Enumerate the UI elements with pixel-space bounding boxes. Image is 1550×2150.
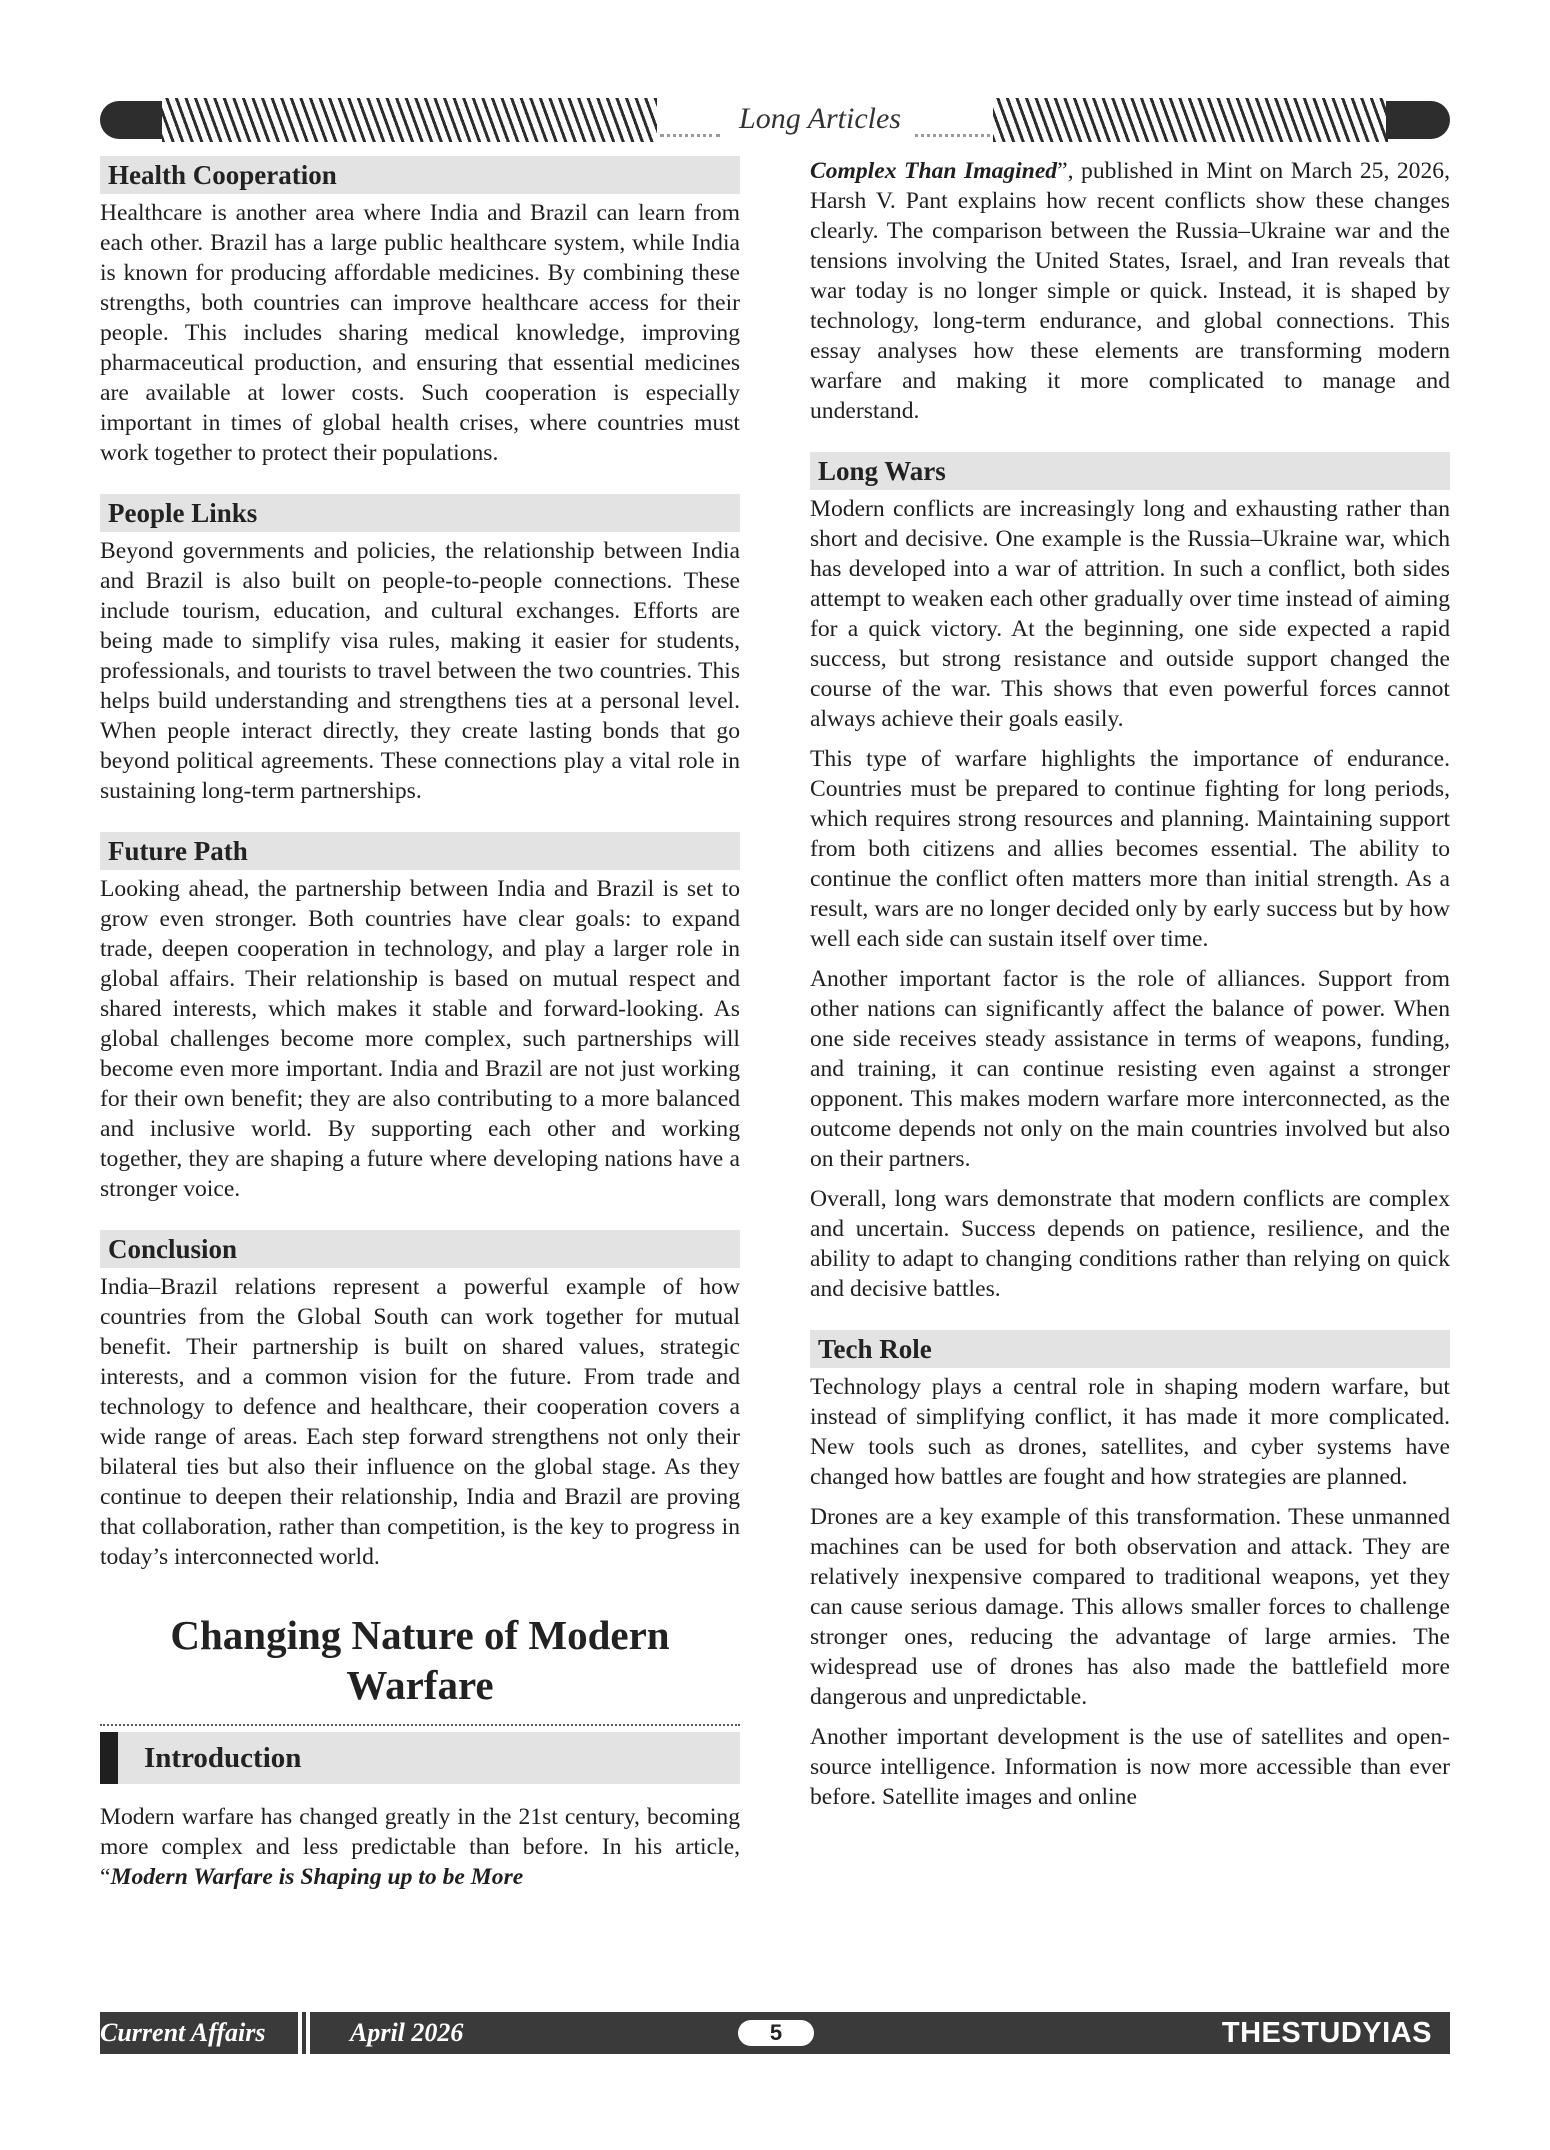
header-left-cap bbox=[100, 101, 164, 139]
paragraph-intro-continued bbox=[810, 156, 1450, 426]
heading-health-cooperation: Health Cooperation bbox=[100, 156, 740, 194]
right-column bbox=[810, 156, 1450, 1822]
article-title: Changing Nature of Modern Warfare bbox=[170, 1612, 670, 1708]
header-right-hatch bbox=[993, 98, 1388, 142]
article-reference-title: Modern Warfare is Shaping up to be More bbox=[110, 1864, 524, 1890]
paragraph: Drones are a key example of this transformation. These unmanned machines can be used for both observation and attack. They are relatively inexpensive compared to traditional weapons, yet they can cause serious damage. This allows smaller forces to challenge stronger ones, reducing the advantage of large armies. The widespread use of drones has also made the battlefield more dangerous and unpredictable. bbox=[810, 1504, 1450, 1710]
heading-people-links: People Links bbox=[100, 494, 740, 532]
header-right-cap bbox=[1386, 101, 1450, 139]
paragraph: This type of warfare highlights the importance of endurance. Countries must be prepared to continue fighting for long periods, which requires strong resources and planning. Maintaining support from both citizens and allies becomes essential. The ability to continue the conflict often matters more than initial strength. As a result, wars are no longer decided only by early success but by how well each side can sustain itself over time. bbox=[810, 746, 1450, 952]
dotted-divider bbox=[100, 1724, 740, 1726]
footer-separator bbox=[298, 2012, 302, 2054]
heading-introduction: Introduction bbox=[100, 1732, 740, 1784]
page-number: 5 bbox=[738, 2020, 814, 2046]
heading-long-wars: Long Wars bbox=[810, 452, 1450, 490]
paragraph: Another important factor is the role of alliances. Support from other nations can significantly affect the balance of power. When one side receives steady assistance in terms of weapons, funding, and training, it can continue resisting even against a stronger opponent. This makes modern warfare more interconnected, as the outcome depends not only on the main countries involved but also on their partners. bbox=[810, 966, 1450, 1172]
left-column bbox=[100, 156, 740, 1902]
footer-separator bbox=[306, 2012, 310, 2054]
header-right-dots bbox=[915, 134, 990, 137]
header-left-hatch bbox=[162, 98, 657, 142]
paragraph: Technology plays a central role in shaping modern warfare, but instead of simplifying conflict, it has made it more complicated. New tools such as drones, satellites, and cyber systems have changed how battles are fought and how strategies are planned. bbox=[810, 1374, 1450, 1490]
paragraph: Looking ahead, the partnership between India and Brazil is set to grow even stronger. Both countries have clear goals: to expand trade, deepen cooperation in technology, and play a larger role in global affairs. Their relationship is based on mutual respect and shared interests, which makes it stable and forward-looking. As global challenges become more complex, such partnerships will become even more important. India and Brazil are not just working for their own benefit; they are also contributing to a more balanced and inclusive world. By supporting each other and working together, they are shaping a future where developing nations have a stronger voice. bbox=[100, 876, 740, 1202]
page-footer bbox=[100, 2012, 1450, 2054]
magazine-name: Current Affairs bbox=[100, 2018, 266, 2047]
brand-logo: THESTUDYIAS bbox=[1221, 2017, 1432, 2049]
paragraph: Beyond governments and policies, the relationship between India and Brazil is also built on people-to-people connections. These include tourism, education, and cultural exchanges. Efforts are being made to simplify visa rules, making it easier for students, professionals, and tourists to travel between the two countries. This helps build understanding and strengthens ties at a personal level. When people interact directly, they create lasting bonds that go beyond political agreements. These connections play a vital role in sustaining long-term partnerships. bbox=[100, 538, 740, 804]
paragraph-intro bbox=[100, 1802, 740, 1892]
issue-date: April 2026 bbox=[350, 2018, 464, 2047]
intro-continued-text: ”, published in Mint on March 25, 2026, Harsh V. Pant explains how recent conflicts show these changes clearly. The comparison between the Russia–Ukraine war and the tensions involving the United States, Israel, and Iran reveals that war today is no longer simple or quick. Instead, it is shaped by technology, long-term endurance, and global connections. This essay analyses how these elements are transforming modern warfare and making it more complicated to manage and understand. bbox=[810, 158, 1450, 424]
paragraph: Overall, long wars demonstrate that modern conflicts are complex and uncertain. Success depends on patience, resilience, and the ability to adapt to changing conditions rather than relying on quick and decisive battles. bbox=[810, 1186, 1450, 1302]
paragraph: India–Brazil relations represent a powerful example of how countries from the Global South can work together for mutual benefit. Their partnership is built on shared values, strategic interests, and a common vision for the future. From trade and technology to defence and healthcare, their cooperation covers a wide range of areas. Each step forward strengthens not only their bilateral ties but also their influence on the global stage. As they continue to deepen their relationship, India and Brazil are proving that collaboration, rather than competition, is the key to progress in today’s interconnected world. bbox=[100, 1274, 740, 1570]
paragraph: Modern conflicts are increasingly long and exhausting rather than short and decisive. One example is the Russia–Ukraine war, which has developed into a war of attrition. In such a conflict, both sides attempt to weaken each other gradually over time instead of aiming for a quick victory. At the beginning, one side expected a rapid success, but strong resistance and outside support changed the course of the war. This shows that even powerful forces cannot always achieve their goals easily. bbox=[810, 496, 1450, 732]
page-header bbox=[100, 98, 1450, 142]
header-left-dots bbox=[660, 134, 720, 137]
heading-conclusion: Conclusion bbox=[100, 1230, 740, 1268]
article-reference-title-cont: Complex Than Imagined bbox=[810, 158, 1058, 184]
section-title: Long Articles bbox=[739, 102, 901, 135]
heading-tech-role: Tech Role bbox=[810, 1330, 1450, 1368]
heading-future-path: Future Path bbox=[100, 832, 740, 870]
paragraph: Another important development is the use of satellites and open-source intelligence. Information is now more accessible than ever before. Satellite images and online bbox=[810, 1724, 1450, 1810]
intro-text: Modern warfare has changed greatly in the 21st century, becoming more complex and less predictable than before. In his article, “ bbox=[100, 1804, 740, 1890]
paragraph: Healthcare is another area where India and Brazil can learn from each other. Brazil has a large public healthcare system, while India is known for producing affordable medicines. By combining these strengths, both countries can improve healthcare access for their people. This includes sharing medical knowledge, improving pharmaceutical production, and ensuring that essential medicines are available at lower costs. Such cooperation is especially important in times of global health crises, where countries must work together to protect their populations. bbox=[100, 200, 740, 466]
